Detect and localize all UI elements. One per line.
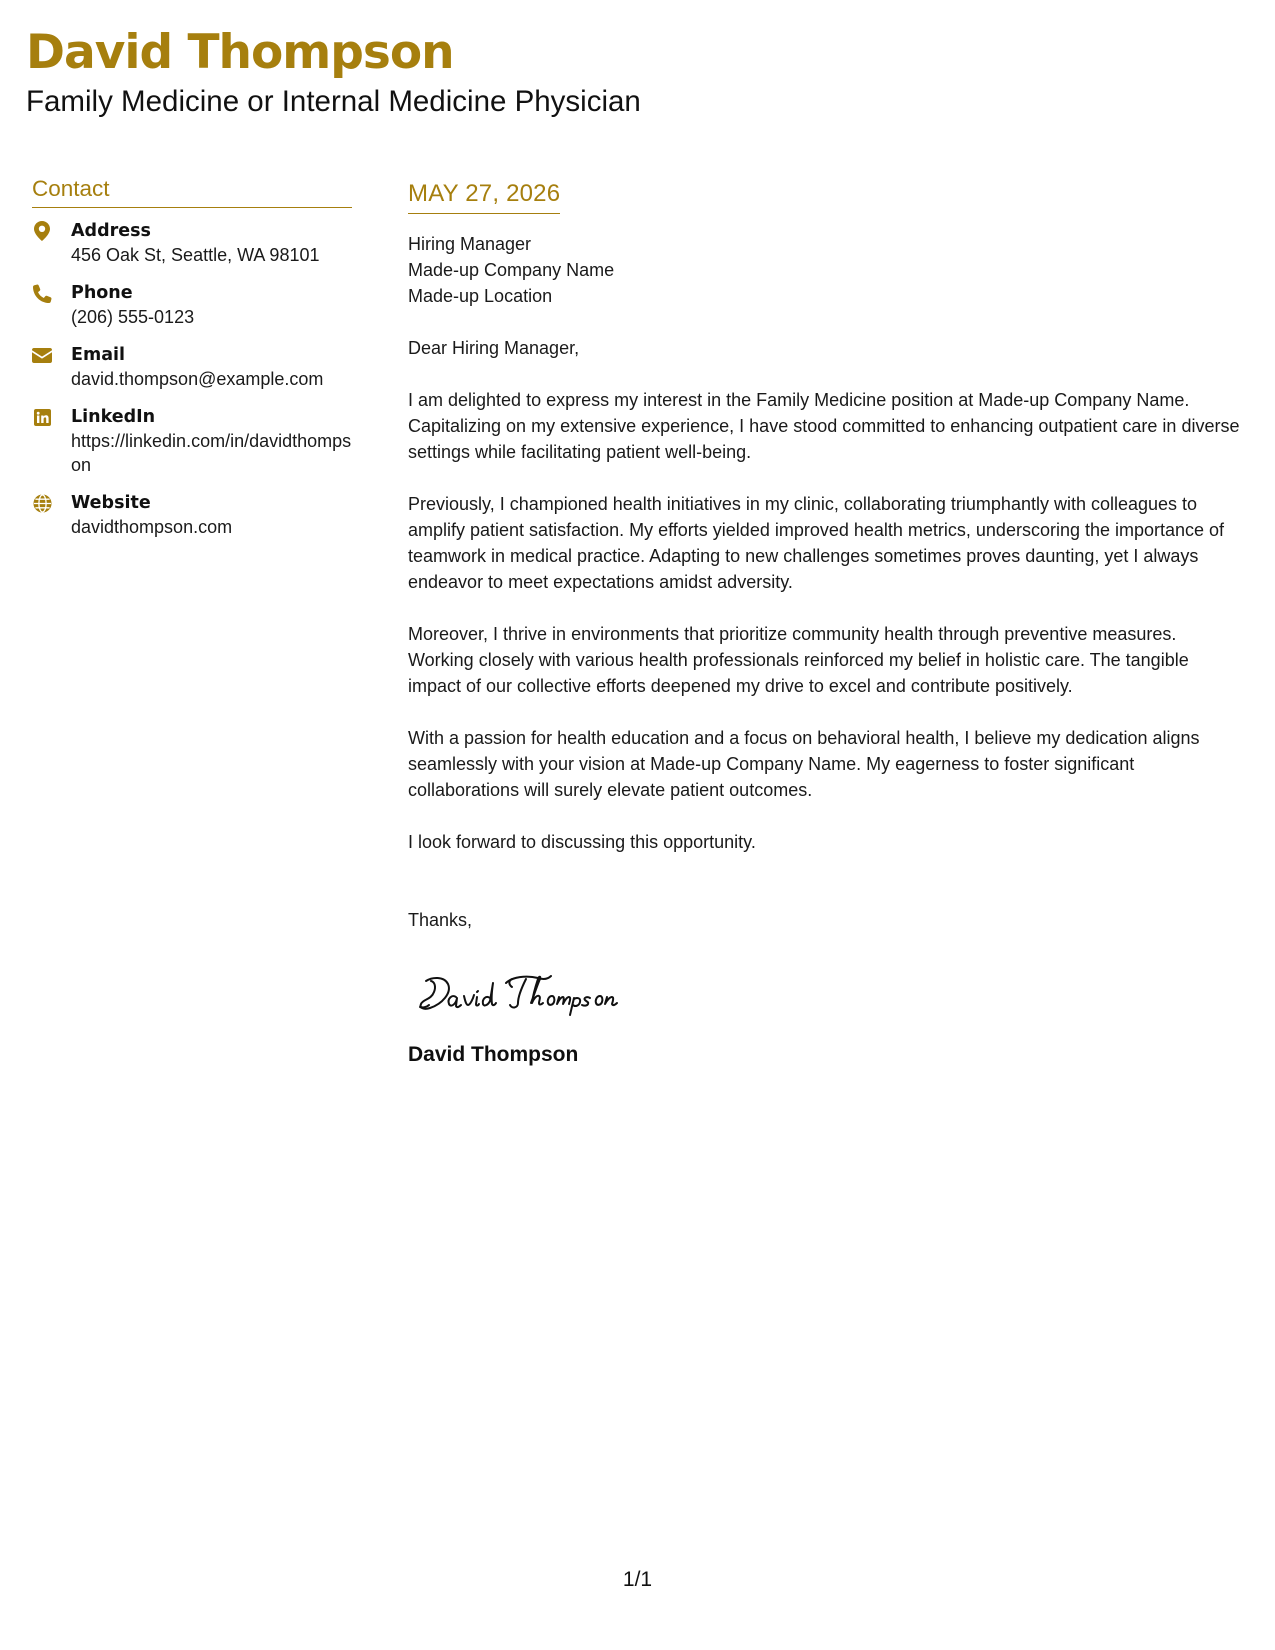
contact-value-phone: (206) 555-0123 bbox=[71, 307, 195, 327]
phone-icon bbox=[32, 283, 52, 303]
recipient-company: Made-up Company Name bbox=[408, 260, 615, 280]
letter-date: MAY 27, 2026 bbox=[408, 180, 561, 207]
applicant-role: Family Medicine or Internal Medicine Physician bbox=[26, 85, 641, 118]
linkedin-icon bbox=[32, 407, 52, 427]
recipient-block bbox=[408, 231, 1244, 309]
page-number: 1/1 bbox=[622, 1568, 653, 1591]
body-paragraph: I am delighted to express my interest in the Family Medicine position at Made-up Company Name. Capitalizing on my extensive experience, I have stood committed to enhancing outpatient care in diverse settings while facilitating patient well-being. bbox=[408, 390, 1240, 462]
contact-label-email: Email bbox=[71, 345, 125, 365]
contact-value-linkedin[interactable]: https://linkedin.com/in/davidthompson bbox=[71, 431, 352, 475]
globe-icon bbox=[32, 493, 52, 513]
body-paragraph: Moreover, I thrive in environments that prioritize community health through preventive measures. Working closely with various health professionals reinforced my belief in holistic care. The tangible impact of our collective efforts deepened my drive to excel and contribute positively. bbox=[408, 624, 1189, 696]
contact-sidebar bbox=[32, 174, 352, 553]
contact-item-email bbox=[32, 343, 352, 391]
signer-name: David Thompson bbox=[408, 1043, 579, 1066]
contact-value-address: 456 Oak St, Seattle, WA 98101 bbox=[71, 245, 320, 265]
contact-item-linkedin bbox=[32, 405, 352, 477]
envelope-icon bbox=[32, 345, 52, 365]
recipient-title: Hiring Manager bbox=[408, 234, 532, 254]
body-paragraph: Previously, I championed health initiatives in my clinic, collaborating triumphantly with colleagues to amplify patient satisfaction. My efforts yielded improved health metrics, underscoring the importance of teamwork in medical practice. Adapting to new challenges sometimes proves daunting, yet I always endeavor to meet expectations amidst adversity. bbox=[408, 494, 1225, 592]
handwritten-signature bbox=[414, 967, 669, 1017]
contact-label-phone: Phone bbox=[71, 283, 133, 303]
body-paragraph: With a passion for health education and a focus on behavioral health, I believe my dedication aligns seamlessly with your vision at Made-up Company Name. My eagerness to foster significant collaborations will surely elevate patient outcomes. bbox=[408, 728, 1200, 800]
recipient-location: Made-up Location bbox=[408, 286, 553, 306]
contact-label-address: Address bbox=[71, 221, 151, 241]
signoff: Thanks, bbox=[408, 910, 473, 930]
contact-label-linkedin: LinkedIn bbox=[71, 407, 156, 427]
contact-label-website: Website bbox=[71, 493, 151, 513]
contact-value-email: david.thompson@example.com bbox=[71, 369, 324, 389]
contact-item-phone bbox=[32, 281, 352, 329]
contact-item-address bbox=[32, 219, 352, 267]
map-pin-icon bbox=[32, 221, 52, 241]
contact-value-website[interactable]: davidthompson.com bbox=[71, 517, 233, 537]
contact-item-website bbox=[32, 491, 352, 539]
greeting: Dear Hiring Manager, bbox=[408, 338, 580, 358]
letter-header bbox=[26, 22, 1235, 120]
applicant-name: David Thompson bbox=[26, 25, 454, 80]
letter-body bbox=[408, 178, 1244, 1069]
closing-line: I look forward to discussing this opportunity. bbox=[408, 832, 756, 852]
date-block bbox=[408, 178, 560, 214]
contact-section-title: Contact bbox=[32, 174, 352, 208]
